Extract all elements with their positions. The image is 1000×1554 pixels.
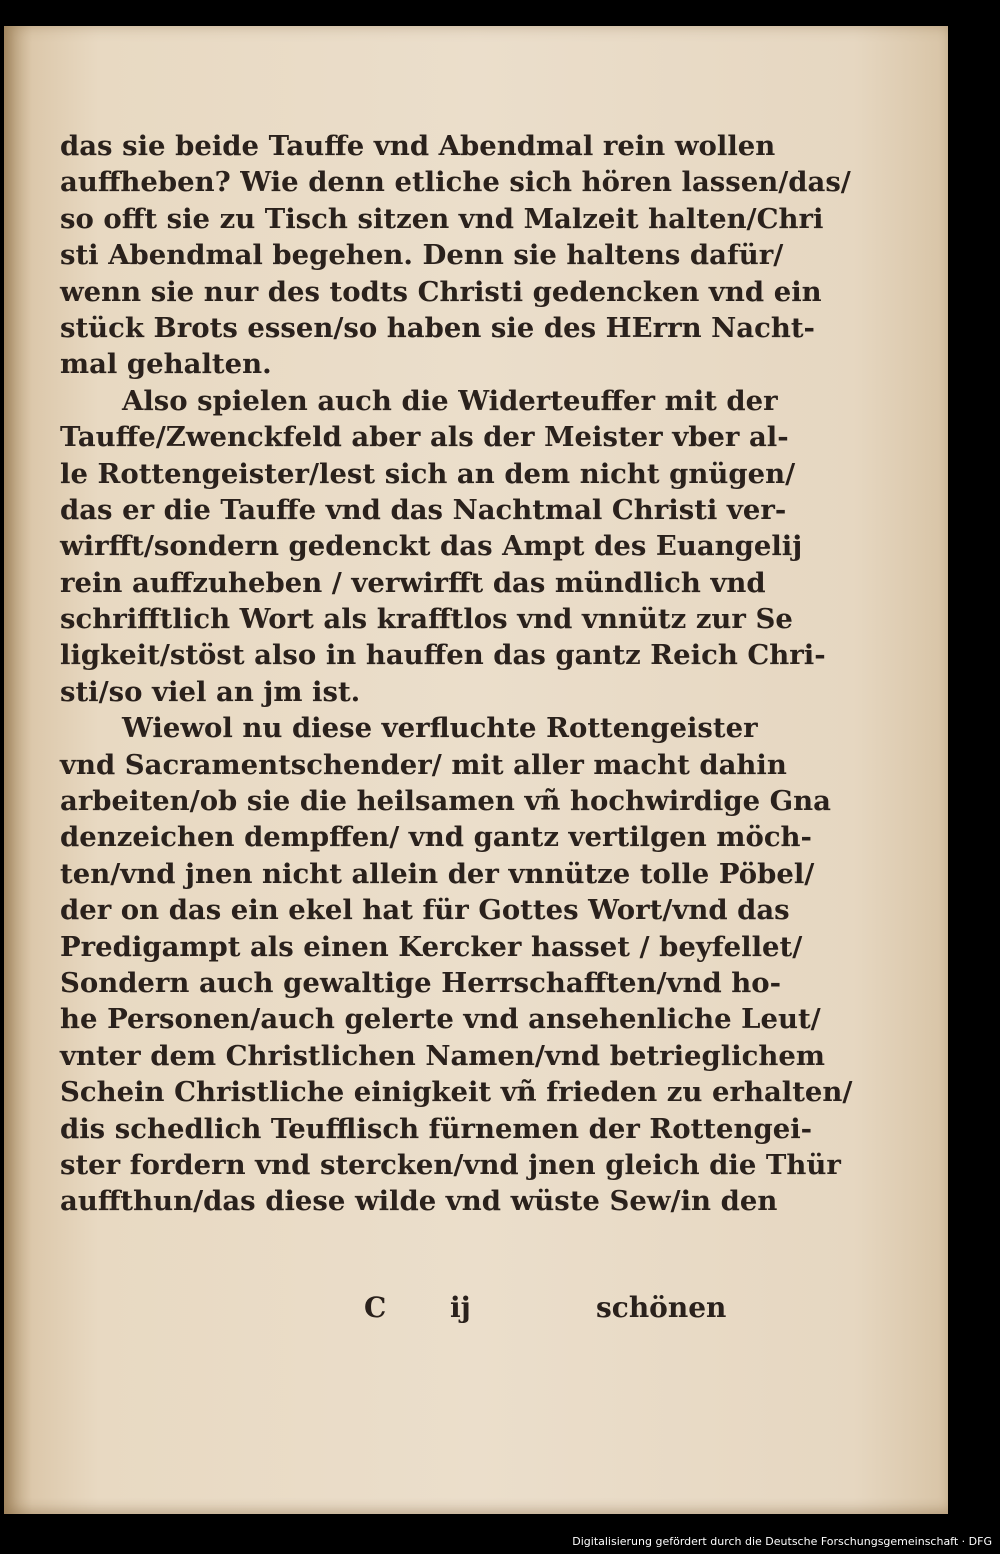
text-line: der on das ein ekel hat für Gottes Wort/vnd das (60, 894, 790, 927)
text-line: sti Abendmal begehen. Denn sie haltens dafür/ (60, 239, 784, 272)
text-line: ligkeit/stöst also in hauffen das gantz Reich Chri- (60, 639, 826, 672)
text-line: arbeiten/ob sie die heilsamen vñ hochwirdige Gna (60, 785, 831, 818)
text-line: so offt sie zu Tisch sitzen vnd Malzeit halten/Chri (60, 202, 824, 235)
text-line: auffthun/das diese wilde vnd wüste Sew/in den (60, 1185, 778, 1218)
text-line: das sie beide Tauffe vnd Abendmal rein wollen (60, 130, 776, 162)
text-line: wenn sie nur des todts Christi gedencken vnd ein (60, 275, 822, 308)
catchword: schönen (596, 1291, 727, 1324)
text-line: schrifftlich Wort als krafftlos vnd vnnütz zur Se (60, 603, 793, 636)
text-line: he Personen/auch gelerte vnd ansehenliche Leut/ (60, 1003, 821, 1036)
text-line: Schein Christliche einigkeit vñ frieden zu erhalten/ (60, 1076, 853, 1109)
signature-mark-letter: C (364, 1291, 387, 1324)
text-line: mal gehalten. (60, 348, 272, 381)
text-line: Tauffe/Zwenckfeld aber als der Meister vber al- (60, 421, 789, 454)
text-line: vnd Sacramentschender/ mit aller macht dahin (60, 748, 787, 781)
text-line: denzeichen dempffen/ vnd gantz vertilgen möch- (60, 821, 812, 854)
text-line: rein auffzuheben / verwirfft das mündlich vnd (60, 566, 766, 599)
digitization-credit: Digitalisierung gefördert durch die Deutsche Forschungsgemeinschaft · DFG (572, 1535, 992, 1548)
text-line: wirfft/sondern gedenckt das Ampt des Euangelij (60, 530, 803, 563)
text-line: ten/vnd jnen nicht allein der vnnütze tolle Pöbel/ (60, 857, 815, 890)
signature-mark-number: ij (450, 1291, 471, 1324)
text-line: Sondern auch gewaltige Herrschafften/vnd ho- (60, 966, 782, 999)
page-text (60, 128, 853, 1220)
text-line: ster fordern vnd stercken/vnd jnen gleich die Thür (60, 1148, 841, 1181)
text-line: Predigampt als einen Kercker hasset / beyfellet/ (60, 930, 803, 963)
text-line: dis schedlich Teufflisch fürnemen der Rottengei- (60, 1112, 813, 1145)
paragraph-start-line: Wiewol nu diese verfluchte Rottengeister (122, 712, 758, 745)
text-line: vnter dem Christlichen Namen/vnd betrieglichem (60, 1039, 826, 1072)
paragraph-start-line: Also spielen auch die Widerteuffer mit der (122, 384, 778, 417)
text-line: das er die Tauffe vnd das Nachtmal Christi ver- (60, 493, 787, 526)
text-line: sti/so viel an jm ist. (60, 675, 361, 708)
text-line: le Rottengeister/lest sich an dem nicht gnügen/ (60, 457, 796, 490)
book-page (4, 26, 948, 1514)
text-line: stück Brots essen/so haben sie des HErrn Nacht- (60, 311, 815, 344)
text-line: auffheben? Wie denn etliche sich hören lassen/das/ (60, 166, 851, 199)
